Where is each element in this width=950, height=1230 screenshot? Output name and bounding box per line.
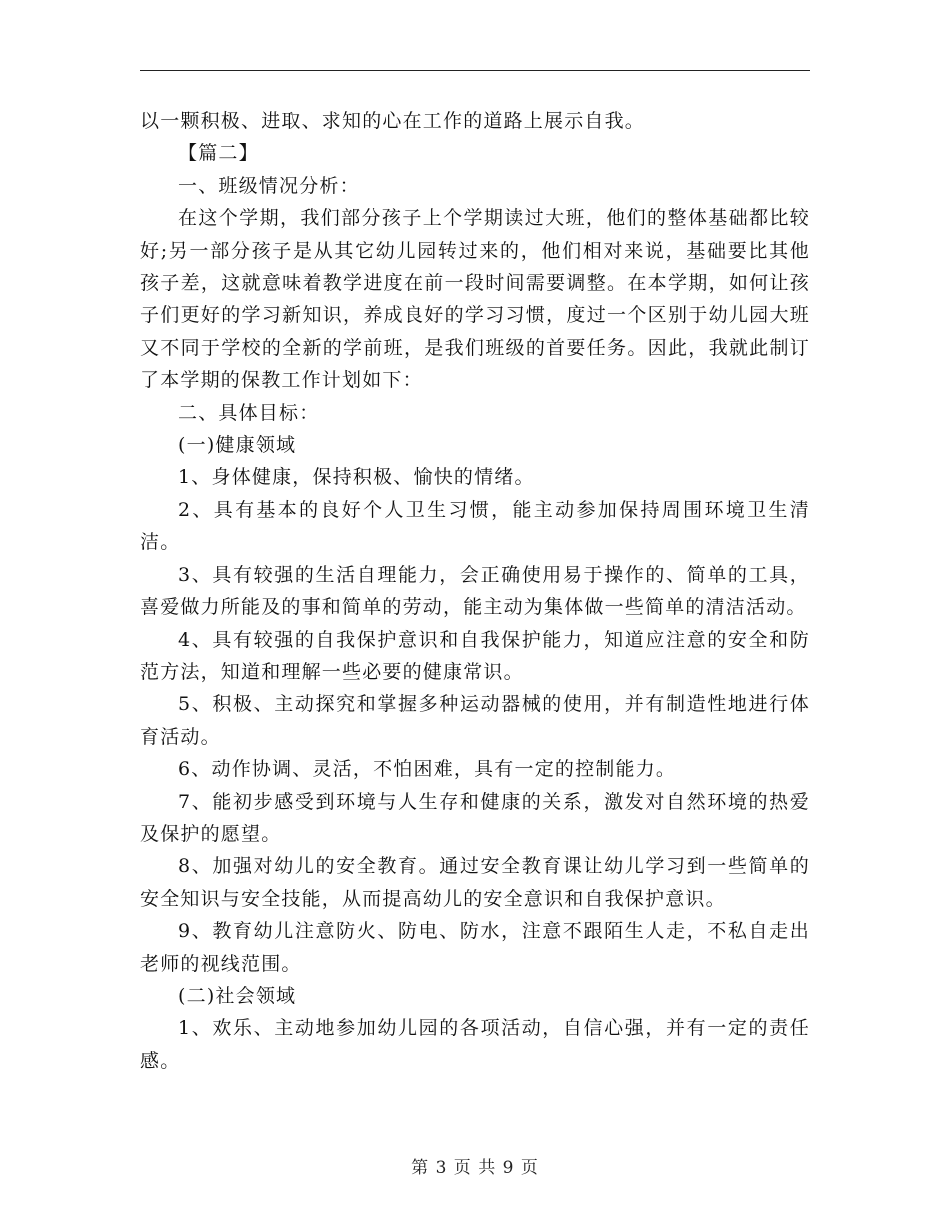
subheading-social-domain: (二)社会领域 (178, 984, 297, 1007)
document-body (140, 105, 810, 1077)
list-item-health-1: 1、身体健康，保持积极、愉快的情绪。 (178, 466, 535, 489)
header-rule (140, 70, 810, 71)
list-item-health-5: 5、积极、主动探究和掌握多种运动器械的使用，并有制造性地进行体育活动。 (140, 693, 810, 748)
section-heading-part-two: 【篇二】 (178, 142, 259, 165)
list-item-health-2: 2、具有基本的良好个人卫生习惯，能主动参加保持周围环境卫生清洁。 (140, 498, 810, 554)
list-item-health-3: 3、具有较强的生活自理能力，会正确使用易于操作的、简单的工具，喜爱做力所能及的事和简单的劳动，能主动为集体做一些简单的清洁活动。 (140, 563, 810, 619)
list-item-health-6: 6、动作协调、灵活，不怕困难，具有一定的控制能力。 (178, 758, 677, 781)
page-number: 第 3 页 共 9 页 (411, 1158, 539, 1178)
list-item-health-4: 4、具有较强的自我保护意识和自我保护能力，知道应注意的安全和防范方法，知道和理解一些必要的健康常识。 (140, 628, 810, 683)
list-item-health-8: 8、加强对幼儿的安全教育。通过安全教育课让幼儿学习到一些简单的安全知识与安全技能，从而提高幼儿的安全意识和自我保护意识。 (140, 855, 810, 910)
heading-specific-goals: 二、具体目标： (178, 401, 320, 424)
paragraph-class-analysis: 在这个学期，我们部分孩子上个学期读过大班，他们的整体基础都比较好;另一部分孩子是从其它幼儿园转过来的，他们相对来说，基础要比其他孩子差，这就意味着教学进度在前一段时间需要调整。在本学期，如何让孩子们更好的学习新知识，养成良好的学习习惯，度过一个区别于幼儿园大班又不同于学校的全新的学前班，是我们班级的首要任务。因此，我就此制订了本学期的保教工作计划如下： (140, 207, 810, 392)
subheading-health-domain: (一)健康领域 (178, 434, 297, 457)
paragraph-continuation: 以一颗积极、进取、求知的心在工作的道路上展示自我。 (140, 110, 646, 132)
list-item-social-1: 1、欢乐、主动地参加幼儿园的各项活动，自信心强，并有一定的责任感。 (140, 1017, 810, 1072)
list-item-health-9: 9、教育幼儿注意防火、防电、防水，注意不跟陌生人走，不私自走出老师的视线范围。 (140, 920, 810, 975)
heading-class-analysis: 一、班级情况分析： (178, 174, 360, 197)
list-item-health-7: 7、能初步感受到环境与人生存和健康的关系，激发对自然环境的热爱及保护的愿望。 (140, 790, 810, 845)
